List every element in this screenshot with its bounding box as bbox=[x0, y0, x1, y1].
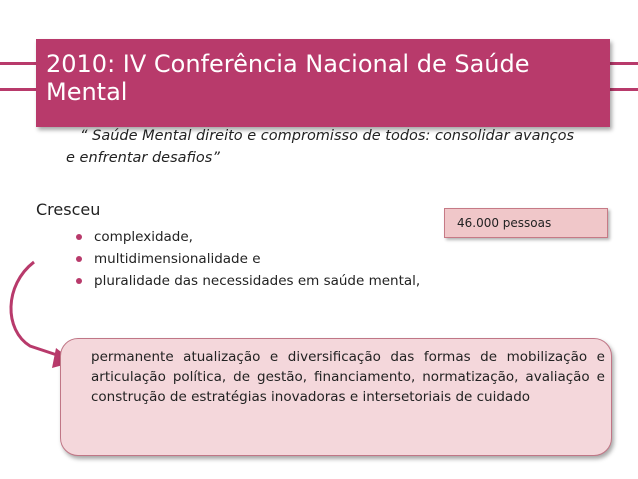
conference-theme-quote: “ Saúde Mental direito e compromisso de todos: consolidar avanços e enfrentar desafios” bbox=[66, 128, 575, 166]
conclusion-text: permanente atualização e diversificação das formas de mobilização e articulação política, de gestão, financiamento, normatização, avaliação e construção de estratégias inovadoras e intersetoriais de cuidado bbox=[91, 349, 605, 405]
participants-badge: 46.000 pessoas bbox=[444, 208, 608, 238]
section-heading: Cresceu bbox=[36, 200, 101, 219]
bullet-text: pluralidade das necessidades em saúde mental, bbox=[94, 273, 421, 289]
conclusion-box bbox=[60, 338, 612, 456]
bullet-text: multidimensionalidade e bbox=[94, 251, 261, 267]
slide-title: 2010: IV Conferência Nacional de Saúde Mental bbox=[46, 50, 530, 106]
bullet-text: complexidade, bbox=[94, 229, 193, 245]
